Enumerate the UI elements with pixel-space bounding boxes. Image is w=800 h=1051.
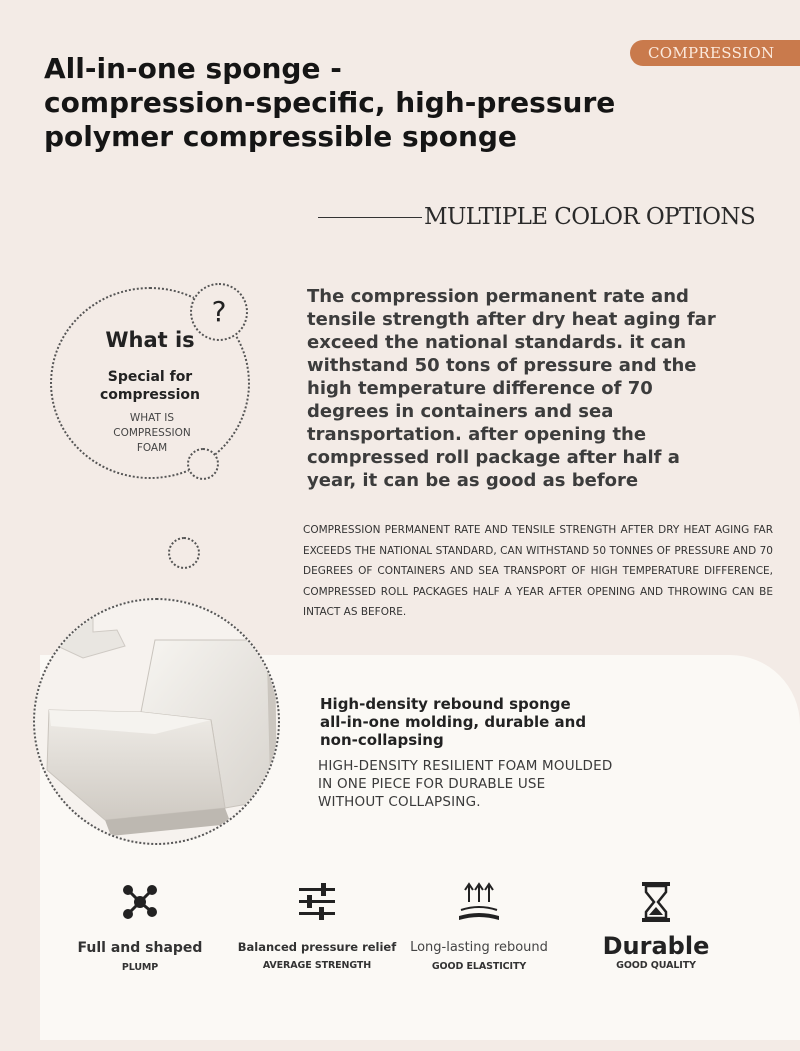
rebound-arrows-icon (455, 880, 503, 924)
title-line-3: polymer compressible sponge (44, 120, 517, 153)
foam-sofa-image (33, 598, 280, 845)
feature-sub-line-1: HIGH-DENSITY RESILIENT FOAM MOULDED (318, 758, 613, 774)
feature-durable-label: Durable (602, 932, 710, 960)
small-line-3: FOAM (136, 442, 168, 454)
feature-durable (571, 880, 741, 971)
feature-title (320, 695, 620, 749)
sub-paragraph: COMPRESSION PERMANENT RATE AND TENSILE STRENGTH AFTER DRY HEAT AGING FAR EXCEEDS THE NATIONAL STANDARD, CAN WITHSTAND 50 TONNES OF PRESSURE AND 70 DEGREES OF CONTAINERS AND SEA TRANSPORT OF HIGH TEMPERATURE DIFFERENCE, COMPRESSED ROLL PACKAGES HALF A YEAR AFTER OPENING AND THROWING CAN BE INTACT AS BEFORE. (303, 524, 773, 618)
small-line-2: COMPRESSION (113, 427, 191, 439)
feature-rebound (394, 880, 564, 972)
feature-rebound-label: Long-lasting rebound (410, 940, 548, 955)
feature-sub-line-3: WITHOUT COLLAPSING. (318, 794, 481, 810)
title-line-1: All-in-one sponge - (44, 52, 342, 85)
special-line-1: Special for (107, 369, 193, 385)
main-paragraph: The compression permanent rate and tensile strength after dry heat aging far exceed the national standards. it can withstand 50 tons of pressure and the high temperature difference of 70 degrees in containers and sea transportation. after opening the compressed roll package after half a year, it can be as good as before (307, 286, 716, 491)
decor-dotted-circle (168, 537, 200, 569)
feature-pressure-sub: AVERAGE STRENGTH (262, 960, 372, 971)
feature-rebound-sub: GOOD ELASTICITY (431, 961, 527, 972)
title-line-2: compression-specific, high-pressure (44, 86, 616, 119)
feature-plump-sub: PLUMP (121, 962, 159, 973)
color-options-label: MULTIPLE COLOR OPTIONS (424, 204, 756, 230)
feature-plump-label: Full and shaped (77, 940, 203, 956)
feature-pressure-label: Balanced pressure relief (237, 940, 397, 954)
sliders-icon (295, 880, 339, 924)
small-line-1: WHAT IS (129, 412, 175, 424)
feature-title-line-2: all-in-one molding, durable and (320, 713, 587, 731)
feature-pressure-relief (232, 880, 402, 971)
feature-title-line-1: High-density rebound sponge (320, 695, 571, 713)
what-is-compression-foam (92, 411, 212, 456)
feature-subtitle (318, 757, 678, 811)
question-mark-icon: ? (190, 283, 248, 341)
feature-plump (55, 880, 225, 973)
feature-title-line-3: non-collapsing (320, 731, 444, 749)
foam-sofa-illustration (35, 600, 280, 845)
feature-durable-sub: GOOD QUALITY (616, 960, 696, 971)
feature-sub-line-2: IN ONE PIECE FOR DURABLE USE (318, 776, 546, 792)
page-title (44, 52, 664, 154)
color-options-heading (318, 200, 778, 234)
hourglass-icon (636, 880, 676, 924)
what-is-title: What is (105, 328, 195, 352)
heading-rule (318, 217, 422, 218)
molecule-icon (118, 880, 162, 924)
feature-icons-row (70, 880, 770, 990)
compression-badge: COMPRESSION (630, 40, 800, 66)
special-line-2: compression (100, 387, 200, 403)
special-for-compression (80, 368, 220, 404)
